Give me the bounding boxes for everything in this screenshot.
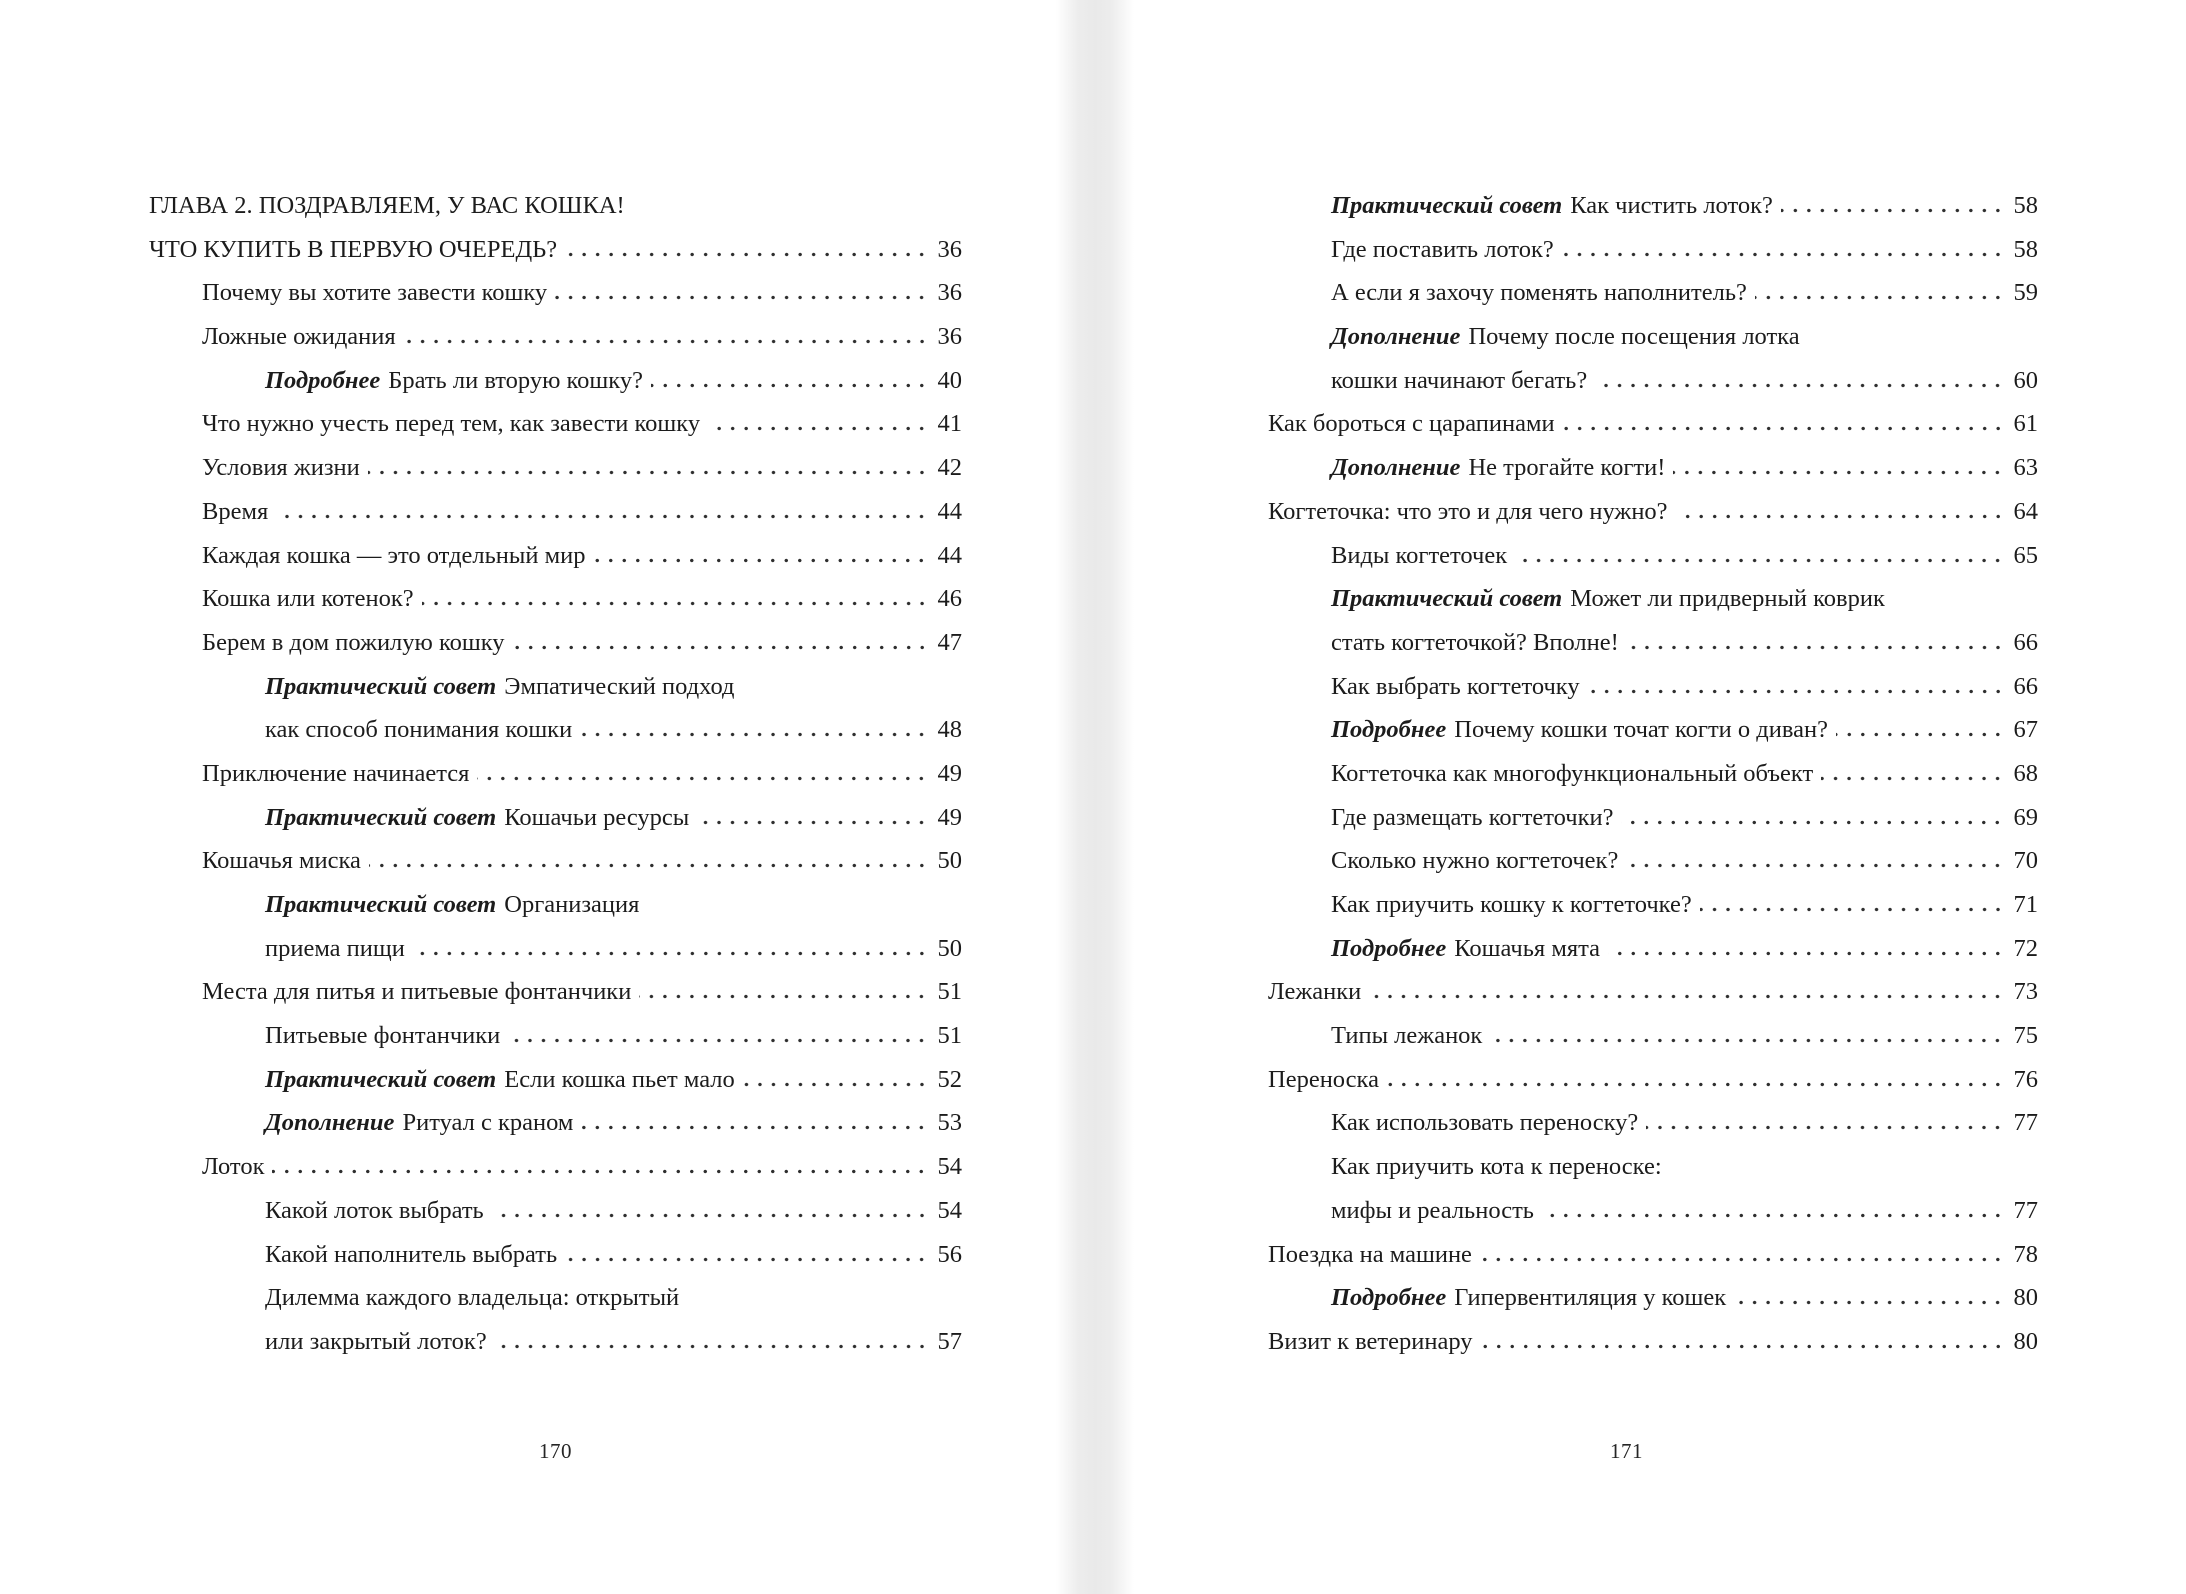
toc-row <box>1215 927 2038 971</box>
toc-entry-title: стать когтеточкой? Вполне! <box>1331 628 1619 656</box>
dot-leader <box>1734 1300 2004 1305</box>
toc-row <box>149 1276 962 1320</box>
dot-leader <box>1755 295 2005 300</box>
toc-row <box>1215 402 2038 446</box>
toc-page-number: 59 <box>2013 279 2038 307</box>
dot-leader <box>1700 907 2005 912</box>
dot-leader <box>580 732 928 737</box>
toc-row <box>149 839 962 883</box>
toc-entry-title: Кошачьи ресурсы <box>504 803 690 831</box>
toc-page-number: 73 <box>2013 978 2038 1006</box>
toc-entry-title: Сколько нужно когтеточек? <box>1331 847 1619 875</box>
toc-row <box>1215 359 2038 403</box>
toc-page-number: 41 <box>937 410 962 438</box>
toc-entry-title: Если кошка пьет мало <box>504 1065 735 1093</box>
dot-leader <box>1542 1213 2005 1218</box>
toc-row <box>149 1233 962 1277</box>
dot-leader <box>413 951 929 956</box>
toc-page-number: 77 <box>2013 1109 2038 1137</box>
toc-entry-title: Как приучить кота к переноске: <box>1331 1153 1662 1181</box>
toc-row <box>1215 446 2038 490</box>
toc-entry-title: Организация <box>504 891 640 918</box>
toc-row <box>149 621 962 665</box>
toc-page-number: 60 <box>2013 366 2038 394</box>
toc-entry-title: Приключение начинается <box>202 759 470 787</box>
toc-row <box>149 490 962 534</box>
toc-row <box>149 927 962 971</box>
toc-page-number: 56 <box>937 1240 962 1268</box>
toc-page-number: 58 <box>2013 235 2038 263</box>
dot-leader <box>651 383 929 388</box>
toc-entry-title: мифы и реальность <box>1331 1196 1534 1224</box>
dot-leader <box>639 994 928 999</box>
toc-row <box>1215 315 2038 359</box>
dot-leader <box>495 1344 929 1349</box>
toc-row <box>149 752 962 796</box>
toc-entry-prefix: Подробнее <box>1331 716 1447 744</box>
toc-row <box>149 796 962 840</box>
toc-page-number: 42 <box>937 454 962 482</box>
toc-page-number: 51 <box>937 1022 962 1050</box>
toc-page-number: 54 <box>937 1196 962 1224</box>
toc-entry-title: Визит к ветеринару <box>1268 1327 1473 1355</box>
toc-row <box>149 665 962 709</box>
toc-entry-title: Ритуал с краном <box>402 1109 574 1137</box>
toc-row <box>149 1101 962 1145</box>
toc-entry-title: Как чистить лоток? <box>1570 192 1773 219</box>
toc-entry-title: Почему кошки точат когти о диван? <box>1454 716 1828 744</box>
toc-page-number: 71 <box>2013 891 2038 918</box>
toc-entry-prefix: Дополнение <box>1331 323 1461 351</box>
toc-entry-title: Почему после посещения лотка <box>1468 323 1800 351</box>
toc-page-number: 44 <box>937 541 962 569</box>
dot-leader <box>1627 645 2005 650</box>
page-number-left: 170 <box>539 1439 572 1463</box>
toc-page-number: 68 <box>2013 759 2038 787</box>
toc-entry-title: Время <box>202 497 269 525</box>
toc-entry-title: Питьевые фонтанчики <box>265 1022 501 1050</box>
toc-right <box>1215 184 2038 1364</box>
toc-entry-title: или закрытый лоток? <box>265 1327 487 1355</box>
toc-entry-prefix: Практический совет <box>265 803 497 831</box>
toc-entry-prefix: Дополнение <box>1331 454 1461 482</box>
toc-entry-title: Лоток <box>202 1153 265 1181</box>
toc-page-number: 44 <box>937 497 962 525</box>
toc-page-number: 50 <box>937 934 962 962</box>
toc-page-number: 48 <box>937 716 962 744</box>
dot-leader <box>1626 863 2004 868</box>
toc-entry-title: Какой лоток выбрать <box>265 1196 484 1224</box>
toc-page-number: 51 <box>937 978 962 1006</box>
toc-page-number: 50 <box>937 847 962 875</box>
dot-leader <box>1676 514 2005 519</box>
toc-entry-prefix: Практический совет <box>265 1065 497 1093</box>
dot-leader <box>492 1213 929 1218</box>
toc-page-number: 66 <box>2013 628 2038 656</box>
dot-leader <box>1673 470 2004 475</box>
toc-page-number: 67 <box>2013 716 2038 744</box>
toc-entry-title: Поездка на машине <box>1268 1240 1472 1268</box>
toc-page-number: 57 <box>937 1327 962 1355</box>
toc-page-number: 64 <box>2013 497 2038 525</box>
dot-leader <box>477 776 928 781</box>
toc-row <box>149 970 962 1014</box>
toc-entry-title: Виды когтеточек <box>1331 541 1508 569</box>
dot-leader <box>422 601 929 606</box>
toc-row <box>1215 665 2038 709</box>
dot-leader <box>1481 1344 2005 1349</box>
toc-page-number: 77 <box>2013 1196 2038 1224</box>
toc-row <box>1215 839 2038 883</box>
toc-row <box>1215 883 2038 927</box>
toc-page-number: 72 <box>2013 934 2038 962</box>
toc-row <box>149 359 962 403</box>
toc-page-number: 46 <box>937 585 962 613</box>
toc-entry-title: Когтеточка как многофункциональный объект <box>1331 759 1814 787</box>
toc-entry-title: Кошачья миска <box>202 847 361 875</box>
dot-leader <box>697 820 928 825</box>
toc-page-number: 69 <box>2013 803 2038 831</box>
dot-leader <box>1595 383 2004 388</box>
toc-row <box>149 1014 962 1058</box>
toc-entry-prefix: Подробнее <box>1331 934 1447 962</box>
toc-row <box>1215 184 2038 228</box>
toc-row <box>149 402 962 446</box>
toc-entry-prefix: Практический совет <box>1331 192 1563 219</box>
toc-entry-prefix: Подробнее <box>265 366 381 394</box>
toc-page-number: 80 <box>2013 1327 2038 1355</box>
toc-entry-title: Эмпатический подход <box>504 672 735 700</box>
toc-row <box>1215 228 2038 272</box>
toc-row <box>149 446 962 490</box>
dot-leader <box>368 470 929 475</box>
toc-row <box>1215 1320 2038 1364</box>
dot-leader <box>593 558 928 563</box>
toc-entry-title: Как использовать переноску? <box>1331 1109 1639 1137</box>
dot-leader <box>276 514 928 519</box>
dot-leader <box>1480 1257 2005 1262</box>
dot-leader <box>1821 776 2004 781</box>
dot-leader <box>404 339 929 344</box>
toc-row <box>149 1320 962 1364</box>
toc-entry-title: Кошка или котенок? <box>202 585 414 613</box>
toc-entry-prefix: Подробнее <box>1331 1284 1447 1312</box>
dot-leader <box>1588 689 2005 694</box>
dot-leader <box>1562 252 2005 257</box>
toc-page-number: 66 <box>2013 672 2038 700</box>
toc-row <box>1215 271 2038 315</box>
toc-page-number: 80 <box>2013 1284 2038 1312</box>
toc-page-number: 49 <box>937 759 962 787</box>
toc-row <box>149 271 962 315</box>
toc-row <box>149 315 962 359</box>
dot-leader <box>1387 1082 2005 1087</box>
dot-leader <box>1781 208 2005 213</box>
toc-entry-title: Где поставить лоток? <box>1331 235 1554 263</box>
toc-row <box>1215 621 2038 665</box>
toc-row <box>149 883 962 927</box>
toc-row <box>1215 752 2038 796</box>
toc-entry-title: Места для питья и питьевые фонтанчики <box>202 978 632 1006</box>
toc-entry-title: Не трогайте когти! <box>1468 454 1666 482</box>
toc-entry-title: Гипервентиляция у кошек <box>1454 1284 1727 1312</box>
toc-entry-title: ГЛАВА 2. ПОЗДРАВЛЯЕМ, У ВАС КОШКА! <box>149 192 625 219</box>
toc-row <box>149 228 962 272</box>
toc-row <box>1215 1014 2038 1058</box>
dot-leader <box>708 426 928 431</box>
toc-entry-prefix: Дополнение <box>265 1109 395 1137</box>
toc-page-number: 78 <box>2013 1240 2038 1268</box>
toc-entry-title: Когтеточка: что это и для чего нужно? <box>1268 497 1668 525</box>
toc-row <box>149 534 962 578</box>
toc-entry-title: А если я захочу поменять наполнитель? <box>1331 279 1747 307</box>
toc-row <box>149 1058 962 1102</box>
page-number-right: 171 <box>1610 1439 1643 1463</box>
dot-leader <box>1836 732 2005 737</box>
toc-row <box>1215 1189 2038 1233</box>
toc-entry-title: Берем в дом пожилую кошку <box>202 628 505 656</box>
toc-row <box>149 1189 962 1233</box>
toc-row <box>1215 490 2038 534</box>
toc-entry-title: Как приучить кошку к когтеточке? <box>1331 891 1692 918</box>
dot-leader <box>1646 1125 2004 1130</box>
toc-entry-prefix: Практический совет <box>1331 585 1563 613</box>
toc-entry-title: Почему вы хотите завести кошку <box>202 279 548 307</box>
dot-leader <box>1563 426 2005 431</box>
toc-row <box>1215 577 2038 621</box>
toc-row <box>1215 1058 2038 1102</box>
toc-entry-title: ЧТО КУПИТЬ В ПЕРВУЮ ОЧЕРЕДЬ? <box>149 235 558 263</box>
toc-page-number: 49 <box>937 803 962 831</box>
toc-page-number: 76 <box>2013 1065 2038 1093</box>
toc-entry-title: кошки начинают бегать? <box>1331 366 1588 394</box>
toc-page-number: 58 <box>2013 192 2038 219</box>
toc-entry-title: Переноска <box>1268 1065 1379 1093</box>
dot-leader <box>743 1082 929 1087</box>
toc-entry-title: Каждая кошка — это отдельный мир <box>202 541 586 569</box>
toc-entry-title: Какой наполнитель выбрать <box>265 1240 558 1268</box>
dot-leader <box>1621 820 2004 825</box>
toc-page-number: 47 <box>937 628 962 656</box>
toc-page-number: 52 <box>937 1065 962 1093</box>
toc-left <box>149 184 962 1364</box>
toc-entry-title: Как бороться с царапинами <box>1268 410 1555 438</box>
toc-row <box>1215 708 2038 752</box>
dot-leader <box>1490 1038 2004 1043</box>
toc-row <box>149 1145 962 1189</box>
toc-entry-title: Условия жизни <box>202 454 360 482</box>
page-gutter-shadow <box>1056 0 1134 1594</box>
toc-page-number: 40 <box>937 366 962 394</box>
toc-entry-prefix: Практический совет <box>265 891 497 918</box>
toc-entry-title: Как выбрать когтеточку <box>1331 672 1580 700</box>
toc-row <box>1215 1233 2038 1277</box>
toc-page-number: 36 <box>937 279 962 307</box>
toc-page-number: 36 <box>937 323 962 351</box>
toc-page-number: 65 <box>2013 541 2038 569</box>
dot-leader <box>1515 558 2004 563</box>
toc-page-number: 36 <box>937 235 962 263</box>
dot-leader <box>581 1125 928 1130</box>
dot-leader <box>565 1257 928 1262</box>
toc-entry-title: Где размещать когтеточки? <box>1331 803 1614 831</box>
toc-row <box>1215 1276 2038 1320</box>
toc-entry-title: Дилемма каждого владельца: открытый <box>265 1284 680 1312</box>
toc-entry-title: Ложные ожидания <box>202 323 396 351</box>
toc-entry-title: как способ понимания кошки <box>265 716 573 744</box>
toc-page-number: 53 <box>937 1109 962 1137</box>
toc-row <box>1215 796 2038 840</box>
dot-leader <box>1369 994 2004 999</box>
toc-page-number: 63 <box>2013 454 2038 482</box>
dot-leader <box>508 1038 928 1043</box>
toc-row <box>149 577 962 621</box>
dot-leader <box>513 645 929 650</box>
toc-entry-title: Может ли придверный коврик <box>1570 585 1885 613</box>
toc-entry-title: Что нужно учесть перед тем, как завести кошку <box>202 410 701 438</box>
toc-entry-title: Брать ли вторую кошку? <box>388 366 643 394</box>
toc-page-number: 61 <box>2013 410 2038 438</box>
toc-row <box>1215 1101 2038 1145</box>
toc-row <box>149 184 962 228</box>
toc-row <box>1215 970 2038 1014</box>
toc-page-number: 54 <box>937 1153 962 1181</box>
toc-entry-title: Кошачья мята <box>1454 934 1600 962</box>
dot-leader <box>272 1169 928 1174</box>
dot-leader <box>555 295 928 300</box>
toc-entry-title: приема пищи <box>265 934 405 962</box>
toc-entry-prefix: Практический совет <box>265 672 497 700</box>
toc-entry-title: Типы лежанок <box>1331 1022 1483 1050</box>
dot-leader <box>1608 951 2005 956</box>
toc-row <box>1215 1145 2038 1189</box>
toc-page-number: 75 <box>2013 1022 2038 1050</box>
toc-row <box>1215 534 2038 578</box>
dot-leader <box>369 863 929 868</box>
toc-entry-title: Лежанки <box>1268 978 1362 1006</box>
toc-page-number: 70 <box>2013 847 2038 875</box>
dot-leader <box>565 252 928 257</box>
toc-row <box>149 708 962 752</box>
